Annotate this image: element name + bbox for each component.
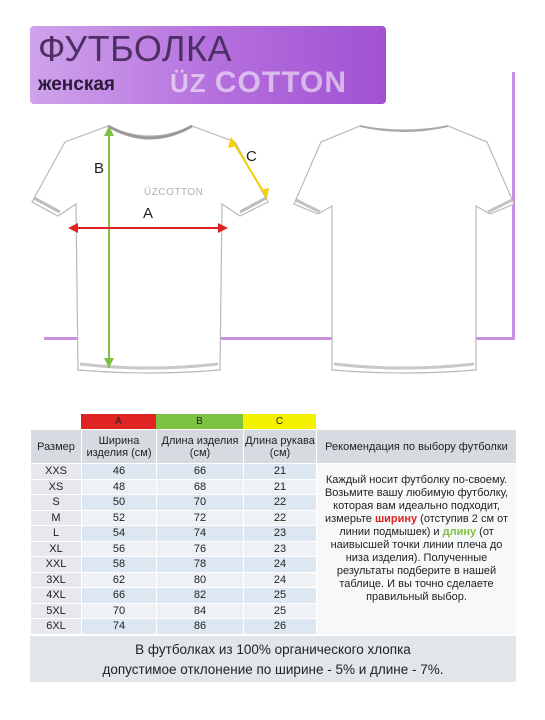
cell-sleeve: 21 (244, 464, 317, 480)
tolerance-line-1: В футболках из 100% органического хлопка (135, 642, 411, 657)
col-letter-b: B (156, 414, 243, 429)
cell-length: 68 (157, 479, 244, 495)
cell-sleeve: 25 (244, 603, 317, 619)
cell-width: 56 (82, 541, 157, 557)
cell-sleeve: 22 (244, 510, 317, 526)
cell-length: 82 (157, 588, 244, 604)
width-word: ширину (374, 513, 418, 525)
recommendation-text: Каждый носит футболку по-своему. Возьмите вашу любимую футболку, которая вам идеально подходит, измерьте ширину (отступив 2 см от линии подмышек) и длину (от наивысшей точки линии плеча до низа изделия). Полученные результаты подберите в нашей таблице. И вы точно сделаете правильный выбор. (317, 464, 517, 635)
cell-size: XXL (31, 557, 82, 573)
back-tshirt-illustration (292, 120, 517, 380)
cell-size: XS (31, 479, 82, 495)
size-table (30, 429, 517, 635)
brand-logo-icon: ÜZ (144, 187, 159, 198)
cell-sleeve: 24 (244, 572, 317, 588)
cell-size: M (31, 510, 82, 526)
col-letter-c: C (243, 414, 316, 429)
cell-size: 4XL (31, 588, 82, 604)
tolerance-line-2: допустимое отклонение по ширине - 5% и длине - 7%. (102, 662, 444, 677)
cell-length: 70 (157, 495, 244, 511)
column-color-strip (30, 414, 516, 429)
page-subtitle: женская (38, 74, 115, 95)
cell-sleeve: 21 (244, 479, 317, 495)
brand-watermark: ÜZ COTTON (170, 66, 347, 99)
size-chart (30, 414, 516, 635)
cell-length: 76 (157, 541, 244, 557)
cell-length: 72 (157, 510, 244, 526)
cell-length: 74 (157, 526, 244, 542)
cell-width: 54 (82, 526, 157, 542)
cell-size: 3XL (31, 572, 82, 588)
cell-length: 80 (157, 572, 244, 588)
cell-width: 52 (82, 510, 157, 526)
front-tshirt-illustration (30, 120, 275, 380)
measure-label-b: B (94, 160, 105, 177)
tolerance-note (30, 636, 516, 682)
header-recommendation: Рекомендация по выбору футболки (317, 430, 517, 464)
cell-width: 66 (82, 588, 157, 604)
color-strip-spacer (30, 414, 81, 429)
cell-sleeve: 23 (244, 526, 317, 542)
cell-size: L (31, 526, 82, 542)
measure-label-a: A (143, 205, 154, 222)
header-sleeve: Длина рукава (см) (244, 430, 317, 464)
cell-width: 62 (82, 572, 157, 588)
length-word: длину (442, 526, 477, 538)
header-width: Ширина изделия (см) (82, 430, 157, 464)
cell-size: XL (31, 541, 82, 557)
cell-length: 84 (157, 603, 244, 619)
cell-width: 74 (82, 619, 157, 635)
cell-width: 46 (82, 464, 157, 480)
cell-width: 58 (82, 557, 157, 573)
col-letter-a: A (81, 414, 156, 429)
cell-width: 48 (82, 479, 157, 495)
brand-logo-icon: ÜZ (170, 68, 215, 98)
cell-sleeve: 24 (244, 557, 317, 573)
cell-length: 78 (157, 557, 244, 573)
cell-size: XXS (31, 464, 82, 480)
cell-sleeve: 25 (244, 588, 317, 604)
cell-length: 66 (157, 464, 244, 480)
header-length: Длина изделия (см) (157, 430, 244, 464)
cell-size: S (31, 495, 82, 511)
cell-width: 70 (82, 603, 157, 619)
measure-label-c: C (246, 148, 257, 165)
cell-sleeve: 22 (244, 495, 317, 511)
shirt-logo: ÜZCOTTON (144, 187, 204, 198)
cell-sleeve: 23 (244, 541, 317, 557)
header-size: Размер (31, 430, 82, 464)
page-title: ФУТБОЛКА (38, 28, 233, 69)
table-row (31, 464, 517, 480)
cell-sleeve: 26 (244, 619, 317, 635)
cell-width: 50 (82, 495, 157, 511)
cell-size: 5XL (31, 603, 82, 619)
cell-length: 86 (157, 619, 244, 635)
cell-size: 6XL (31, 619, 82, 635)
